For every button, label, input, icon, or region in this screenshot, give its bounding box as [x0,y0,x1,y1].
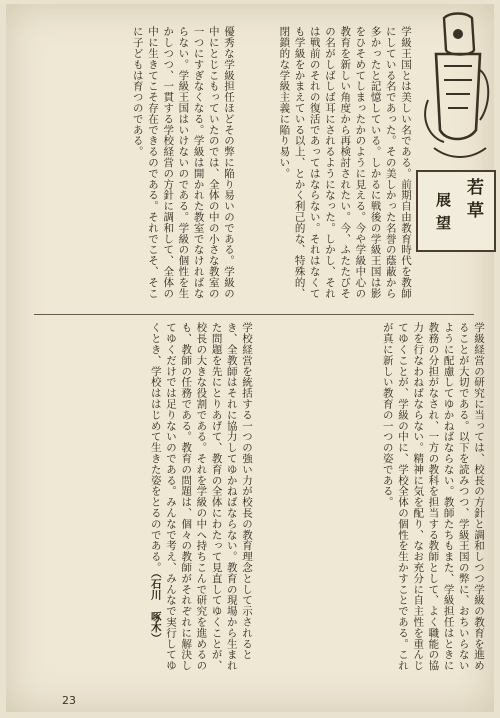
column-title-box [416,170,496,252]
text-block-bottom-left [34,322,254,676]
column-title: 若草 [463,178,483,224]
text-block-bottom-right: 学級経営の研究に当っては、校長の方針と調和しつつ学級の教育を進めることが大切である。以下を読みつつ、学級王国の弊に、おちいらないように配慮してゆかねばならない。教師たちもまた、学級担任はときに教務の分担がなされ、一方の教科を担当する教師として、よく職能の協力を行なわねばならない。精神に気を配り、なお充分に自主性を重んじてゆくことが、学級の中に、学校全体の個性を生かすことである。これが真に新しい教育の一つの姿である。 [381,322,485,671]
page-number: 23 [62,694,76,707]
text-block-bottom-left-body: 学校経営を統括する一つの強い力が校長の教育理念として示されるとき、全教師はそれに協力してゆかねばならない。教育の現場から生まれた問題を先にとりあげて、教育の全体にわたって見直してゆくことが、校長の大きな役割である。それを学級の中へ持ちこんで研究を進めるのも、教師の任務である。教育の問題は、個々の教師がそれぞれに解決してゆくだけでは足りないのである。みんなで考え、みんなで実行してゆくとき、学校ははじめて生きた姿をとるのである。 [149,322,253,671]
text-block-top-right: 学級王国とは美しい名である。前期自由教育時代を教師にしている名であった。その美しかった名誉の蔭蔽から多かったと記憶している。しかるに戦後の学級王国は影をひそめてしまったかのように見える。今や学級中心の教育を新しい角度から再検討されたい。今、ふたたびその名がしばしば耳にされるようになった。しかし、それは戦前のそれの復活であってはならない。それはなくても学級をかまえている以上、とかく利己的な、特殊的、閉鎖的な学級主義に陥り易い。 [278,26,412,299]
text-block-top-left: 優秀な学級担任ほどその弊に陥り易いのである。学級の中にとじこもっていたのでは、全体の中の小さな教室の一つにすぎなくなる。学級は開かれた教室でなければならない。学級王国はいけないのである。学級の個性を生かしつつ、一貫する学校経営の方針に調和して、全体の中に生きてこそ存在できるのである。それでこそ、そこに子どもは育つのである。 [131,26,235,299]
magazine-page [6,4,494,712]
column-subtitle: 展望 [434,192,452,238]
column-illustration-icon [414,10,496,166]
author-signature: （石川 啄木） [149,572,162,644]
horizontal-rule [34,314,474,315]
